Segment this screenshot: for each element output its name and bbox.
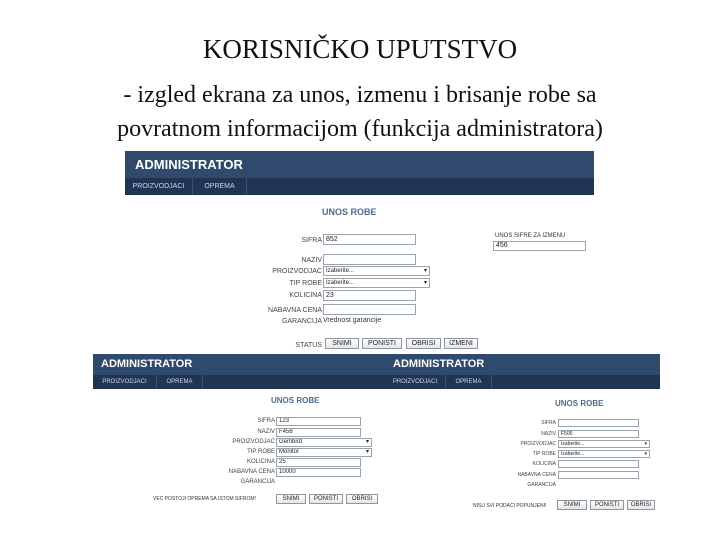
tab-oprema[interactable]: OPREMA bbox=[446, 375, 492, 389]
app-header: ADMINISTRATOR bbox=[385, 354, 660, 375]
chevron-down-icon: ▾ bbox=[365, 439, 369, 445]
select-proizvodjac-value: Izaberite... bbox=[326, 268, 355, 274]
cancel-button[interactable]: PONISTI bbox=[309, 494, 343, 504]
cancel-button[interactable]: PONISTI bbox=[590, 500, 624, 510]
label-garancija: GARANCIJA bbox=[240, 479, 275, 485]
select-proizvodjac[interactable] bbox=[323, 266, 430, 276]
tab-proizvodjaci[interactable]: PROIZVODJACI bbox=[125, 178, 193, 195]
screenshot-missing-data-error bbox=[385, 354, 660, 514]
slide-title: KORISNIČKO UPUTSTVO bbox=[202, 34, 518, 64]
nav-bar bbox=[125, 178, 594, 195]
tab-oprema[interactable]: OPREMA bbox=[193, 178, 247, 195]
label-proizvodjac: PROIZVODJAC bbox=[520, 441, 556, 447]
input-kolicina[interactable] bbox=[558, 460, 639, 468]
input-nabavna-cena[interactable] bbox=[558, 471, 639, 479]
input-nabavna-cena[interactable] bbox=[323, 304, 416, 315]
label-nabavna-cena: NABAVNA CENA bbox=[228, 469, 275, 475]
label-sifra: SIFRA bbox=[541, 420, 556, 426]
form-title: UNOS ROBE bbox=[271, 396, 320, 405]
delete-button[interactable]: OBRISI bbox=[627, 500, 655, 510]
chevron-down-icon: ▾ bbox=[644, 441, 647, 447]
label-tip-robe: TIP ROBE bbox=[247, 449, 275, 455]
select-tip-robe[interactable] bbox=[323, 278, 430, 288]
label-naziv: NAZIV bbox=[541, 431, 556, 437]
save-button[interactable]: SNIMI bbox=[325, 338, 359, 349]
select-tip-robe-value: Izaberite... bbox=[561, 451, 585, 457]
input-naziv[interactable]: F500 bbox=[558, 430, 639, 438]
nav-bar bbox=[93, 375, 388, 389]
select-tip-robe[interactable] bbox=[276, 448, 372, 457]
label-tip-robe: TIP ROBE bbox=[532, 451, 556, 457]
label-sifra: SIFRA bbox=[301, 237, 322, 244]
nav-bar bbox=[385, 375, 660, 389]
chevron-down-icon: ▾ bbox=[365, 449, 369, 455]
label-proizvodjac: PROIZVODJAC bbox=[232, 439, 275, 445]
screenshot-duplicate-error bbox=[93, 354, 388, 508]
label-proizvodjac: PROIZVODJAC bbox=[272, 268, 322, 275]
delete-button[interactable]: OBRISI bbox=[346, 494, 378, 504]
status-message: NISU SVI PODACI POPUNJENI! bbox=[473, 503, 547, 509]
label-kolicina: KOLICINA bbox=[532, 461, 556, 467]
label-garancija: GARANCIJA bbox=[281, 318, 322, 325]
tab-proizvodjaci[interactable]: PROIZVODJACI bbox=[93, 375, 157, 389]
input-sifra[interactable]: 123 bbox=[276, 417, 361, 426]
label-naziv: NAZIV bbox=[301, 257, 322, 264]
subtitle-line-1: - izgled ekrana za unos, izmenu i brisanje robe sa bbox=[123, 82, 597, 108]
select-tip-robe-value: Monitor bbox=[279, 449, 300, 455]
input-kolicina[interactable]: 23 bbox=[323, 290, 416, 301]
form-title: UNOS ROBE bbox=[555, 399, 604, 408]
input-sifra[interactable]: 852 bbox=[323, 234, 416, 245]
label-kolicina: KOLICINA bbox=[289, 292, 322, 299]
tab-proizvodjaci[interactable]: PROIZVODJACI bbox=[385, 375, 446, 389]
app-header: ADMINISTRATOR bbox=[93, 354, 388, 375]
app-header: ADMINISTRATOR bbox=[125, 151, 594, 178]
form-title: UNOS ROBE bbox=[322, 207, 377, 217]
edit-button[interactable]: IZMENI bbox=[444, 338, 478, 349]
select-proizvodjac[interactable] bbox=[558, 440, 650, 448]
label-nabavna-cena: NABAVNA CENA bbox=[517, 472, 556, 478]
input-nabavna-cena[interactable]: 10000 bbox=[276, 468, 361, 477]
garancija-value[interactable]: Vrednost garancije bbox=[323, 317, 382, 324]
search-label: UNOS SIFRE ZA IZMENU bbox=[495, 233, 566, 239]
select-proizvodjac-value: Gembird bbox=[279, 439, 303, 445]
label-status: STATUS bbox=[295, 342, 322, 349]
select-proizvodjac-value: Izaberite... bbox=[561, 441, 585, 447]
label-tip-robe: TIP ROBE bbox=[289, 280, 322, 287]
select-tip-robe[interactable] bbox=[558, 450, 650, 458]
chevron-down-icon: ▾ bbox=[423, 268, 427, 274]
subtitle-line-2: povratnom informacijom (funkcija administratora) bbox=[117, 116, 603, 142]
label-kolicina: KOLICINA bbox=[246, 459, 275, 465]
select-proizvodjac[interactable] bbox=[276, 438, 372, 447]
input-kolicina[interactable]: 25 bbox=[276, 458, 361, 467]
search-input[interactable]: 456 bbox=[493, 241, 586, 251]
slide-subtitle bbox=[0, 78, 720, 146]
select-tip-robe-value: Izaberite... bbox=[326, 280, 355, 286]
label-sifra: SIFRA bbox=[257, 418, 275, 424]
input-sifra[interactable] bbox=[558, 419, 639, 427]
status-message: VEC POSTOJI OPREMA SA ISTOM SIFROM! bbox=[153, 496, 256, 502]
delete-button[interactable]: OBRISI bbox=[406, 338, 441, 349]
save-button[interactable]: SNIMI bbox=[557, 500, 587, 510]
chevron-down-icon: ▾ bbox=[644, 451, 647, 457]
input-naziv[interactable] bbox=[323, 254, 416, 265]
label-garancija: GARANCIJA bbox=[527, 482, 556, 488]
label-nabavna-cena: NABAVNA CENA bbox=[268, 307, 322, 314]
save-button[interactable]: SNIMI bbox=[276, 494, 306, 504]
label-naziv: NAZIV bbox=[257, 429, 275, 435]
cancel-button[interactable]: PONISTI bbox=[362, 338, 402, 349]
chevron-down-icon: ▾ bbox=[423, 280, 427, 286]
screenshot-edit-form bbox=[125, 151, 594, 355]
input-naziv[interactable]: F456 bbox=[276, 428, 361, 437]
tab-oprema[interactable]: OPREMA bbox=[157, 375, 203, 389]
